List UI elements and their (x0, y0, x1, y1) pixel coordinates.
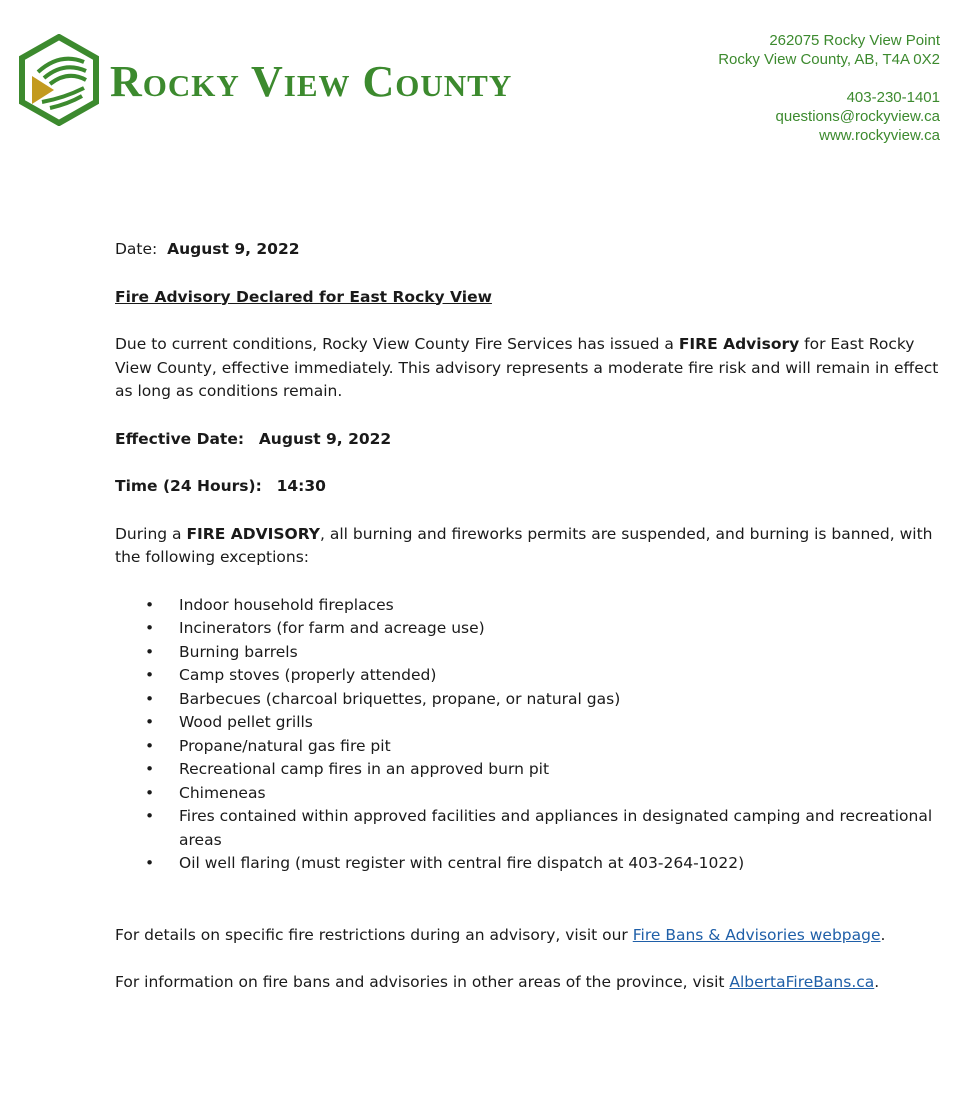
date-label: Date: (115, 240, 158, 258)
website: www.rockyview.ca (819, 127, 940, 144)
list-item: • Wood pellet grills (115, 711, 945, 735)
list-item: • Chimeneas (115, 782, 945, 806)
letter-body (115, 238, 945, 1019)
list-item: • Camp stoves (properly attended) (115, 664, 945, 688)
org-name: Rocky View County (110, 57, 513, 106)
list-item: • Barbecues (charcoal briquettes, propane, or natural gas) (115, 688, 945, 712)
phone-number: 403-230-1401 (846, 89, 940, 106)
alberta-fire-bans-link[interactable]: AlbertaFireBans.ca (729, 973, 875, 991)
time-value: 14:30 (276, 477, 326, 495)
during-bold: FIRE ADVISORY (186, 524, 321, 543)
date-value: August 9, 2022 (167, 240, 300, 258)
time-label: Time (24 Hours): (115, 477, 262, 495)
details-text: For details on specific fire restrictions during an advisory, visit our (115, 925, 633, 944)
effective-date-line (115, 428, 945, 452)
address-line-2: Rocky View County, AB, T4A 0X2 (718, 51, 940, 68)
date-line (115, 238, 945, 262)
intro-bold: FIRE Advisory (678, 335, 800, 353)
fire-bans-advisories-link[interactable]: Fire Bans & Advisories webpage (632, 925, 881, 944)
province-period: . (874, 973, 880, 991)
effective-value: August 9, 2022 (258, 429, 392, 448)
details-period: . (880, 925, 886, 944)
rocky-view-county-logo (18, 34, 100, 126)
list-item: • Indoor household fireplaces (115, 594, 945, 618)
list-item: • Fires contained within approved facilities and appliances in designated camping and recreational areas (115, 805, 945, 852)
exceptions-list (115, 594, 945, 876)
details-paragraph (115, 924, 945, 948)
time-line (115, 475, 945, 499)
during-text-end: , all burning and fireworks permits are suspended, and burning is banned, with the following exceptions: (115, 524, 933, 566)
intro-paragraph (115, 333, 945, 404)
intro-text-end: for East Rocky View County, effective immediately. This advisory represents a moderate fire risk and will remain in effect as long as conditions remain. (115, 335, 939, 400)
advisory-heading-text: Fire Advisory Declared for East Rocky View (115, 287, 492, 306)
list-item: • Burning barrels (115, 641, 945, 665)
list-item: • Recreational camp fires in an approved burn pit (115, 758, 945, 782)
email-address: questions@rockyview.ca (775, 108, 940, 125)
during-text: During a (115, 524, 187, 543)
province-paragraph (115, 971, 945, 995)
effective-label: Effective Date: (115, 429, 245, 448)
province-text: For information on fire bans and advisories in other areas of the province, visit (115, 973, 730, 991)
advisory-heading (115, 286, 945, 310)
contact-block (718, 31, 940, 145)
intro-text: Due to current conditions, Rocky View County Fire Services has issued a (115, 335, 679, 353)
list-item: • Oil well flaring (must register with central fire dispatch at 403-264-1022) (115, 852, 945, 876)
list-item: • Incinerators (for farm and acreage use) (115, 617, 945, 641)
during-paragraph (115, 523, 945, 570)
list-item: • Propane/natural gas fire pit (115, 735, 945, 759)
address-line-1: 262075 Rocky View Point (769, 32, 940, 49)
